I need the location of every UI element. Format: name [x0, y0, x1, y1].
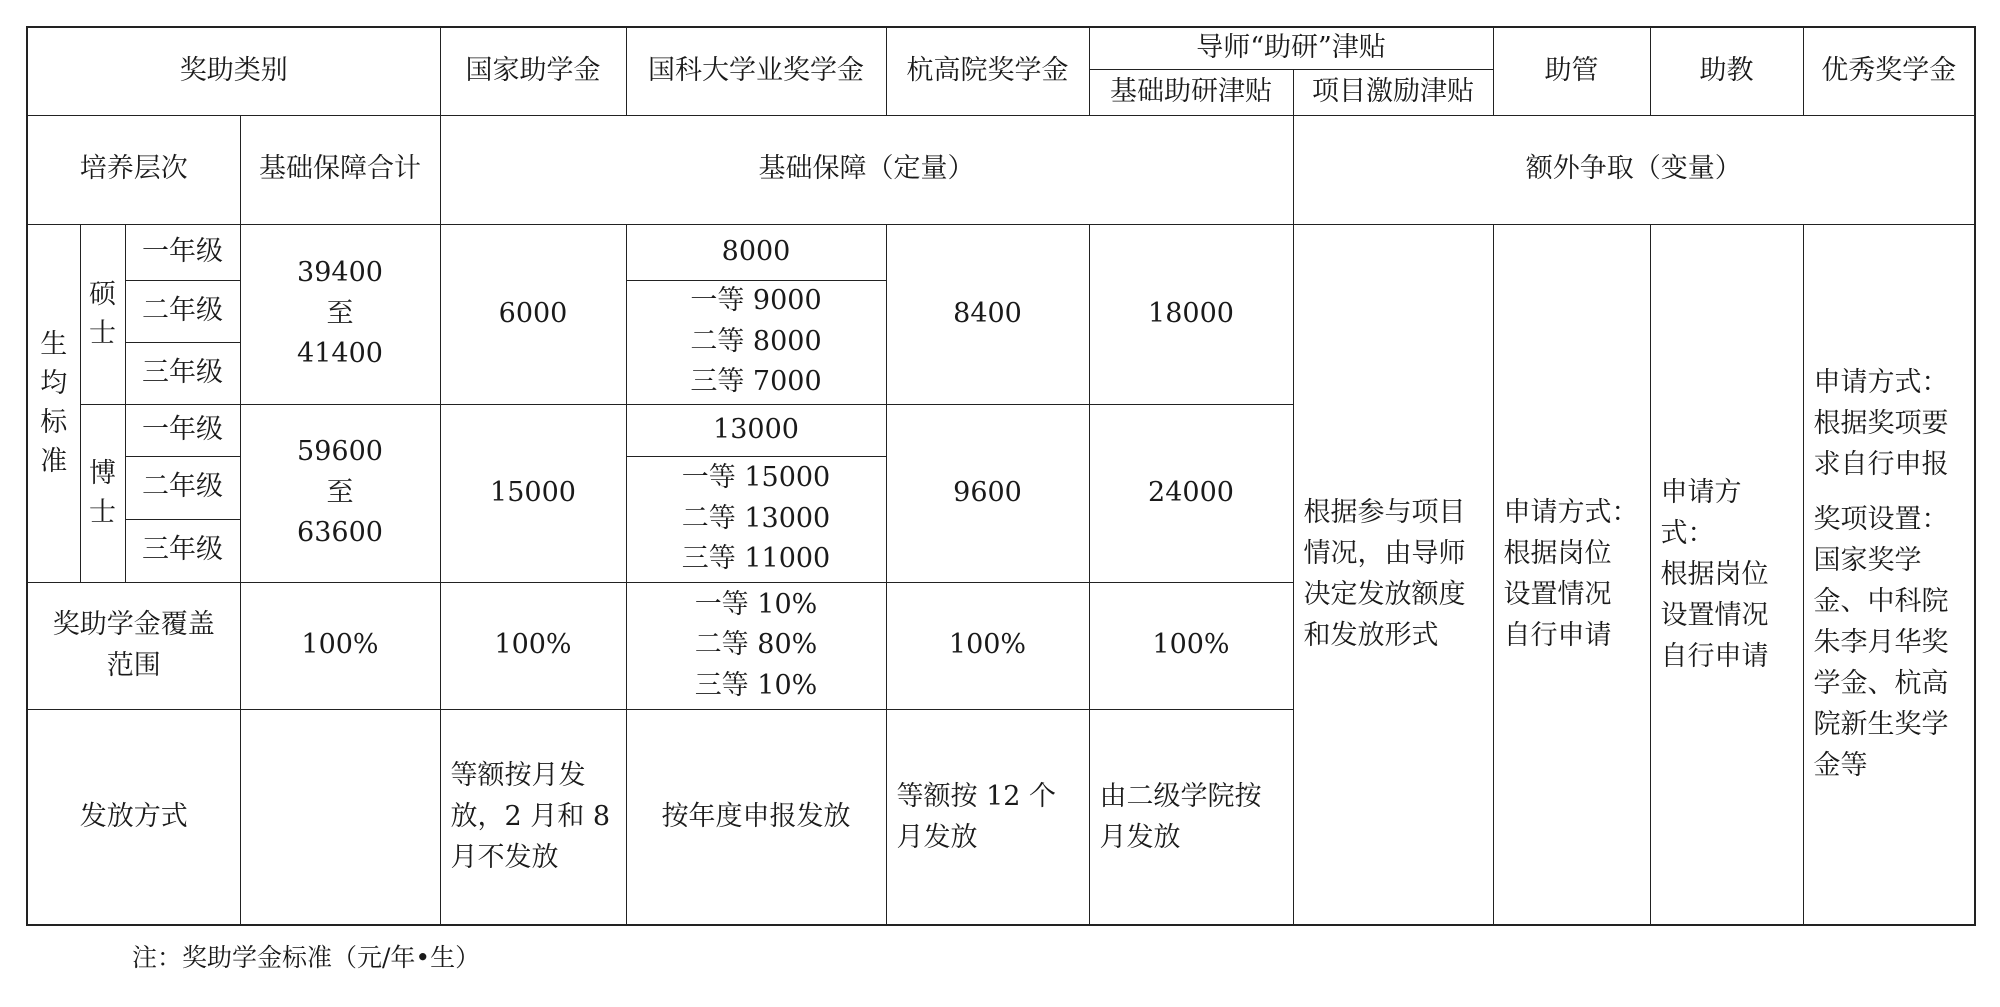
master-tier-2: 二等 8000 [690, 325, 822, 357]
header-excellence-scholarship: 优秀奖学金 [1803, 27, 1975, 115]
master-academic-tiers [626, 280, 886, 404]
basic-fixed-label: 基础保障（定量） [440, 115, 1293, 224]
header-basic-allowance: 基础助研津贴 [1089, 69, 1293, 115]
excellence-scholarship-desc [1803, 224, 1975, 925]
master-total-high: 41400 [297, 338, 383, 370]
phd-total-to: 至 [326, 476, 354, 508]
admin-desc-line-1: 申请方式： [1503, 497, 1639, 529]
master-year3-label: 三年级 [125, 342, 240, 404]
payment-national-line-2: 放，2 月和 8 [450, 801, 611, 833]
paragraph-gap [1814, 485, 1965, 499]
coverage-label-line-1: 奖助学金覆盖 [52, 609, 215, 640]
project-desc-line-4: 和发放形式 [1303, 620, 1439, 652]
payment-basic-line-1: 由二级学院按 [1099, 780, 1262, 812]
admin-desc-line-2: 根据岗位 [1503, 538, 1612, 570]
excellence-p1-line-1: 申请方式： [1813, 367, 1949, 399]
teaching-desc-line-1: 申请方式： [1660, 476, 1742, 549]
payment-total-empty [240, 709, 440, 925]
coverage-basic-allowance: 100% [1089, 582, 1293, 709]
payment-label: 发放方式 [27, 709, 240, 925]
master-hias: 8400 [886, 224, 1089, 404]
per-student-char-3: 标 [40, 407, 68, 438]
coverage-label-line-2: 范围 [106, 649, 161, 681]
admin-desc-line-3: 设置情况 [1503, 579, 1612, 611]
header-ucas-academic-scholarship: 国科大学业奖学金 [626, 27, 886, 115]
phd-hias: 9600 [886, 404, 1089, 582]
coverage-hias: 100% [886, 582, 1089, 709]
extra-variable-label: 额外争取（变量） [1293, 115, 1975, 224]
teaching-assistant-desc [1650, 224, 1803, 925]
payment-hias-line-2: 月发放 [896, 821, 978, 853]
master-national-grant: 6000 [440, 224, 626, 404]
level-label: 培养层次 [27, 115, 240, 224]
excellence-p2-line-4: 朱李月华奖 [1813, 627, 1949, 659]
phd-year2-label: 二年级 [125, 456, 240, 519]
header-project-allowance: 项目激励津贴 [1293, 69, 1493, 115]
phd-basic-total [240, 404, 440, 582]
coverage-tier-2: 二等 80% [694, 629, 818, 661]
excellence-p2-line-1: 奖项设置： [1813, 504, 1949, 536]
master-total-low: 39400 [297, 257, 383, 289]
coverage-tier-1: 一等 10% [694, 588, 818, 620]
phd-year3-label: 三年级 [125, 519, 240, 582]
coverage-tier-3: 三等 10% [694, 669, 818, 701]
coverage-national: 100% [440, 582, 626, 709]
header-national-grant: 国家助学金 [440, 27, 626, 115]
payment-hias [886, 709, 1089, 925]
project-desc-line-3: 决定发放额度 [1303, 579, 1466, 611]
master-total-to: 至 [326, 297, 354, 329]
payment-academic: 按年度申报发放 [626, 709, 886, 925]
admin-assistant-desc [1493, 224, 1650, 925]
teaching-desc-line-4: 自行申请 [1660, 640, 1769, 672]
excellence-p2-line-3: 金、中科院 [1813, 586, 1949, 618]
phd-basic-allowance: 24000 [1089, 404, 1293, 582]
excellence-p2-line-5: 学金、杭高 [1813, 668, 1949, 700]
master-basic-allowance: 18000 [1089, 224, 1293, 404]
phd-tier-3: 三等 11000 [681, 543, 831, 575]
project-allowance-desc [1293, 224, 1493, 925]
header-hias-scholarship: 杭高院奖学金 [886, 27, 1089, 115]
basic-total-label: 基础保障合计 [240, 115, 440, 224]
footnote: 注：奖助学金标准（元/年•生） [132, 943, 481, 972]
per-student-char-2: 均 [40, 367, 68, 399]
payment-basic-line-2: 月发放 [1099, 821, 1181, 853]
phd-total-low: 59600 [297, 436, 383, 468]
master-tier-3: 三等 7000 [690, 366, 822, 398]
teaching-desc-line-3: 设置情况 [1660, 599, 1769, 631]
payment-national-line-1: 等额按月发 [450, 760, 586, 792]
header-category: 奖助类别 [27, 27, 440, 115]
header-teaching-assistant: 助教 [1650, 27, 1803, 115]
phd-national-grant: 15000 [440, 404, 626, 582]
excellence-p2-line-2: 国家奖学 [1813, 545, 1922, 577]
admin-desc-line-4: 自行申请 [1503, 620, 1612, 652]
header-mentor-allowance: 导师“助研”津贴 [1089, 27, 1493, 69]
scholarship-table [26, 26, 1976, 926]
phd-char-1: 博 [89, 457, 116, 489]
phd-academic-tiers [626, 456, 886, 582]
phd-total-high: 63600 [297, 517, 383, 549]
coverage-label [27, 582, 240, 709]
master-char-2: 士 [89, 318, 116, 349]
per-student-char-1: 生 [40, 328, 68, 360]
excellence-p2-line-6: 院新生奖学 [1813, 709, 1949, 741]
payment-national [440, 709, 626, 925]
header-admin-assistant: 助管 [1493, 27, 1650, 115]
project-desc-line-1: 根据参与项目 [1303, 497, 1466, 529]
phd-char-2: 士 [89, 497, 116, 528]
phd-academic-year1: 13000 [626, 404, 886, 456]
master-year2-label: 二年级 [125, 280, 240, 342]
coverage-academic [626, 582, 886, 709]
phd-year1-label: 一年级 [125, 404, 240, 456]
master-tier-1: 一等 9000 [690, 285, 822, 317]
master-label [80, 224, 125, 404]
scholarship-table-sheet [26, 26, 1974, 926]
excellence-p2-line-7: 金等 [1813, 750, 1868, 782]
master-char-1: 硕 [89, 278, 116, 310]
payment-basic-allowance [1089, 709, 1293, 925]
excellence-p1-line-3: 求自行申报 [1813, 449, 1949, 481]
phd-tier-2: 二等 13000 [681, 502, 831, 534]
excellence-p1-line-2: 根据奖项要 [1813, 408, 1949, 440]
master-academic-year1: 8000 [626, 224, 886, 280]
payment-hias-line-1: 等额按 12 个 [896, 780, 1057, 812]
per-student-standard-label [27, 224, 80, 582]
phd-label [80, 404, 125, 582]
project-desc-line-2: 情况，由导师 [1303, 538, 1466, 570]
teaching-desc-line-2: 根据岗位 [1660, 558, 1769, 590]
phd-tier-1: 一等 15000 [681, 462, 831, 494]
payment-national-line-3: 月不发放 [450, 842, 559, 874]
per-student-char-4: 准 [40, 446, 68, 478]
master-basic-total [240, 224, 440, 404]
master-year1-label: 一年级 [125, 224, 240, 280]
coverage-total: 100% [240, 582, 440, 709]
